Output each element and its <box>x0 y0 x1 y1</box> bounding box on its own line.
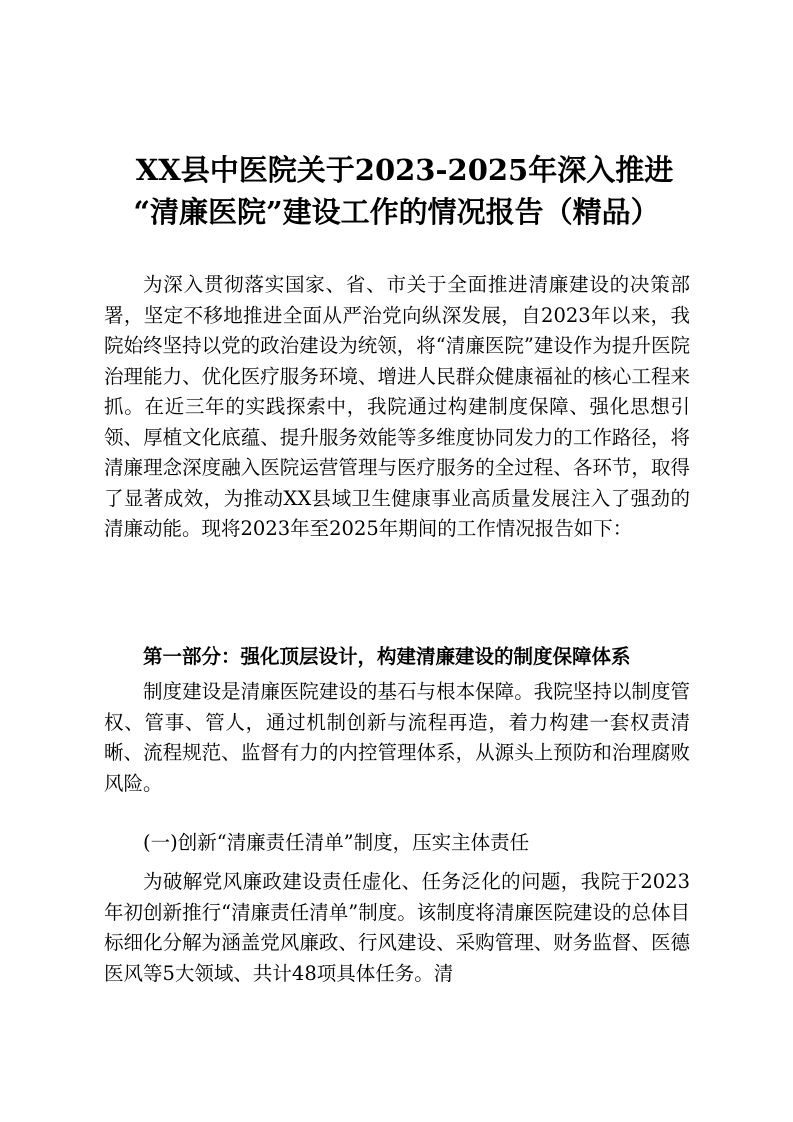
section-1-heading: 第一部分：强化顶层设计，构建清廉建设的制度保障体系 <box>143 645 631 668</box>
section-1-paragraph: 制度建设是清廉医院建设的基石与根本保障。我院坚持以制度管权、管事、管人，通过机制创新与流程再造，着力构建一套权责清晰、流程规范、监督有力的内控管理体系，从源头上预防和治理腐败风险。 <box>104 680 690 795</box>
subsection-1-heading: (一)创新“清廉责任清单”制度，压实主体责任 <box>143 831 530 854</box>
subsection-1-paragraph: 为破解党风廉政建设责任虚化、任务泛化的问题，我院于2023年初创新推行“清廉责任清单”制度。该制度将清廉医院建设的总体目标细化分解为涵盖党风廉政、行风建设、采购管理、财务监督、医德医风等5大领域、共计48项具体任务。清 <box>104 870 690 985</box>
document-title-line-2: “清廉医院”建设工作的情况报告（精品） <box>133 195 660 229</box>
intro-paragraph: 为深入贯彻落实国家、省、市关于全面推进清廉建设的决策部署，坚定不移地推进全面从严治党向纵深发展，自2023年以来，我院始终坚持以党的政治建设为统领，将“清廉医院”建设作为提升医院治理能力、优化医疗服务环境、增进人民群众健康福祉的核心工程来抓。在近三年的实践探索中，我院通过构建制度保障、强化思想引领、厚植文化底蕴、提升服务效能等多维度协同发力的工作路径，将清廉理念深度融入医院运营管理与医疗服务的全过程、各环节，取得了显著成效，为推动XX县域卫生健康事业高质量发展注入了强劲的清廉动能。现将2023年至2025年期间的工作情况报告如下： <box>104 273 690 540</box>
document-title-line-1: XX县中医院关于2023-2025年深入推进 <box>135 153 674 187</box>
